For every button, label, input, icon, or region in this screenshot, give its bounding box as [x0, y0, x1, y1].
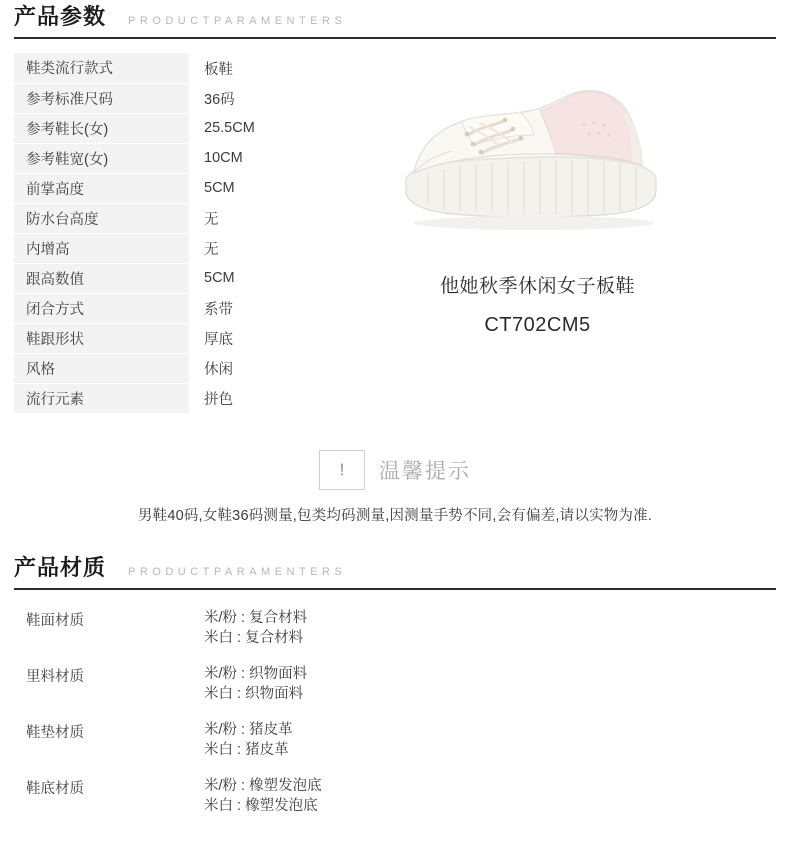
param-label: 鞋跟形状	[14, 323, 189, 353]
table-row	[14, 173, 299, 203]
table-row	[14, 233, 299, 263]
tips-block	[0, 450, 790, 525]
param-label: 内增高	[14, 233, 189, 263]
materials-section-heading	[0, 551, 790, 582]
material-value-line: 米白 : 橡塑发泡底	[204, 797, 318, 814]
table-row	[14, 323, 299, 353]
param-label: 鞋类流行款式	[14, 53, 189, 83]
param-value: 5CM	[189, 263, 299, 293]
params-and-product	[0, 53, 790, 414]
table-row	[14, 113, 299, 143]
material-value-line: 米白 : 复合材料	[204, 629, 304, 646]
material-value-line: 米/粉 : 织物面料	[204, 665, 308, 682]
sneaker-illustration	[388, 63, 688, 253]
param-label: 参考标准尺码	[14, 83, 189, 113]
param-value: 10CM	[189, 143, 299, 173]
param-value: 无	[189, 203, 299, 233]
param-label: 参考鞋长(女)	[14, 113, 189, 143]
param-label: 前掌高度	[14, 173, 189, 203]
tips-header	[14, 450, 776, 490]
product-code: CT702CM5	[484, 314, 591, 336]
param-value: 5CM	[189, 173, 299, 203]
materials-divider	[14, 588, 776, 590]
table-row	[14, 293, 299, 323]
param-label: 流行元素	[14, 383, 189, 413]
materials-title-en: PRODUCTPARAMENTERS	[128, 565, 347, 578]
table-row	[14, 143, 299, 173]
params-title-cn: 产品参数	[14, 4, 107, 29]
list-item	[14, 776, 776, 816]
param-value: 无	[189, 233, 299, 263]
table-row	[14, 383, 299, 413]
material-value-line: 米/粉 : 橡塑发泡底	[204, 777, 322, 794]
material-label: 里料材质	[26, 668, 84, 685]
material-value-line: 米白 : 织物面料	[204, 685, 304, 702]
list-item	[14, 608, 776, 648]
parameter-table	[14, 53, 299, 414]
table-row	[14, 353, 299, 383]
param-value: 拼色	[189, 383, 299, 413]
tips-text: 男鞋40码,女鞋36码测量,包类均码测量,因测量手势不同,会有偏差,请以实物为准.	[137, 507, 653, 524]
param-value: 休闲	[189, 353, 299, 383]
list-item	[14, 664, 776, 704]
materials-list	[0, 608, 790, 816]
material-label: 鞋底材质	[26, 780, 84, 797]
material-label: 鞋面材质	[26, 612, 84, 629]
shoe-photo	[388, 63, 688, 253]
params-section-heading	[0, 0, 790, 31]
product-showcase	[299, 53, 776, 414]
table-row	[14, 53, 299, 83]
params-divider	[14, 37, 776, 39]
material-value-line: 米白 : 猪皮革	[204, 741, 289, 758]
table-row	[14, 263, 299, 293]
material-label: 鞋垫材质	[26, 724, 84, 741]
material-values	[204, 720, 293, 760]
params-title-en: PRODUCTPARAMENTERS	[128, 15, 347, 27]
param-label: 参考鞋宽(女)	[14, 143, 189, 173]
param-label: 防水台高度	[14, 203, 189, 233]
param-value: 25.5CM	[189, 113, 299, 143]
tips-title: 温馨提示	[379, 459, 471, 483]
param-label: 跟高数值	[14, 263, 189, 293]
exclamation-icon: !	[319, 450, 365, 490]
list-item	[14, 720, 776, 760]
materials-title-cn: 产品材质	[14, 554, 107, 580]
table-row	[14, 83, 299, 113]
material-value-line: 米/粉 : 猪皮革	[204, 721, 293, 738]
product-name: 他她秋季休闲女子板鞋	[439, 276, 635, 297]
material-values	[204, 664, 307, 704]
table-row	[14, 203, 299, 233]
material-value-line: 米/粉 : 复合材料	[204, 609, 308, 626]
param-label: 闭合方式	[14, 293, 189, 323]
material-values	[204, 608, 307, 648]
param-value: 36码	[189, 83, 299, 113]
param-value: 厚底	[189, 323, 299, 353]
param-label: 风格	[14, 353, 189, 383]
param-value: 板鞋	[189, 53, 299, 83]
param-value: 系带	[189, 293, 299, 323]
material-values	[204, 776, 322, 816]
